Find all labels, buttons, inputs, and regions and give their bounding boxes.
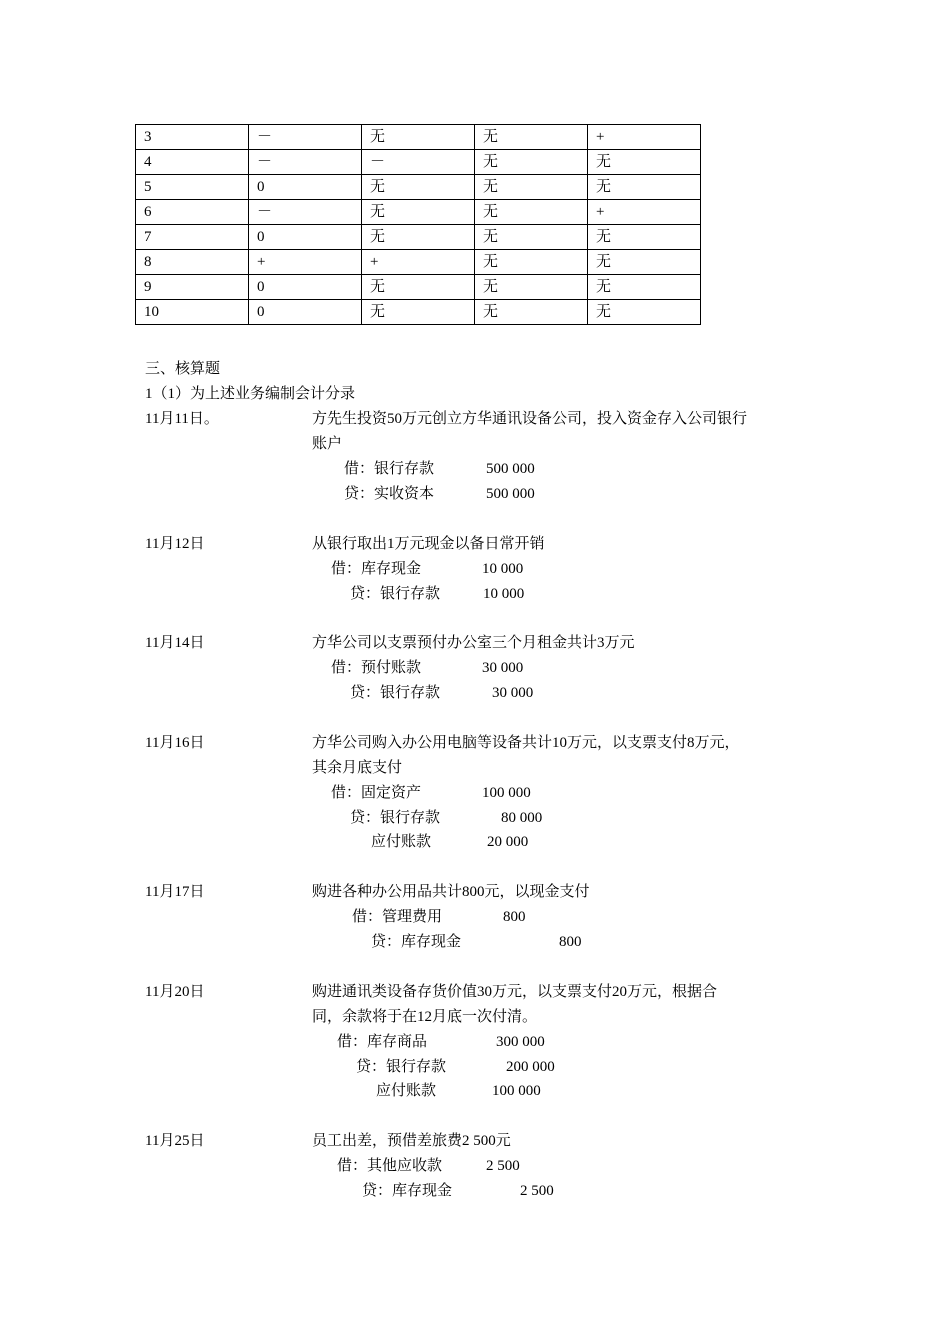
table-cell: 7 <box>136 225 249 250</box>
debit-account: 借：其他应收款 <box>337 1158 443 1174</box>
credit-account: 贷：银行存款 <box>350 586 441 602</box>
table-cell: 无 <box>475 275 588 300</box>
credit-amount: 10 000 <box>483 586 525 602</box>
entry-description: 方华公司以支票预付办公室三个月租金共计3万元 <box>312 635 635 651</box>
credit-amount: 200 000 <box>506 1059 555 1075</box>
table-cell: 9 <box>136 275 249 300</box>
table-row <box>136 250 701 275</box>
table-cell: 无 <box>362 200 475 225</box>
debit-account: 借：预付账款 <box>331 660 422 676</box>
table-cell: + <box>249 250 362 275</box>
credit-amount: 80 000 <box>501 810 543 826</box>
table-cell: 无 <box>362 300 475 325</box>
credit-account: 贷：库存现金 <box>371 934 462 950</box>
table-cell: + <box>588 125 701 150</box>
table-row <box>136 125 701 150</box>
table-cell: 无 <box>588 250 701 275</box>
table-cell: － <box>249 125 362 150</box>
credit-account: 贷：银行存款 <box>350 810 441 826</box>
table-cell: + <box>362 250 475 275</box>
table-cell: 无 <box>475 200 588 225</box>
entry-description: 购进各种办公用品共计800元，以现金支付 <box>312 884 590 900</box>
entry-date: 11月20日 <box>145 984 205 1000</box>
table-cell: 无 <box>362 175 475 200</box>
table-cell: 0 <box>249 225 362 250</box>
table-cell: － <box>362 150 475 175</box>
table-cell: － <box>249 150 362 175</box>
debit-account: 借：固定资产 <box>331 785 422 801</box>
table-cell: 0 <box>249 175 362 200</box>
table-cell: 无 <box>475 175 588 200</box>
debit-amount: 800 <box>503 909 526 925</box>
entry-date: 11月16日 <box>145 735 205 751</box>
credit-account: 应付账款 <box>371 834 432 850</box>
credit-amount: 500 000 <box>486 486 535 502</box>
entry-date: 11月17日 <box>145 884 205 900</box>
table-cell: 无 <box>588 275 701 300</box>
debit-amount: 10 000 <box>482 561 524 577</box>
credit-amount: 100 000 <box>492 1083 541 1099</box>
table-cell: 0 <box>249 300 362 325</box>
debit-account: 借：库存商品 <box>337 1034 428 1050</box>
entry-description: 方先生投资50万元创立方华通讯设备公司，投入资金存入公司银行 <box>312 411 748 427</box>
table-cell: 无 <box>475 150 588 175</box>
entry-description: 同，余款将于在12月底一次付清。 <box>312 1009 538 1025</box>
result-table <box>135 124 701 325</box>
table-cell: 0 <box>249 275 362 300</box>
table-cell: 无 <box>362 275 475 300</box>
table-cell: 无 <box>588 300 701 325</box>
table-row <box>136 275 701 300</box>
credit-account: 贷：实收资本 <box>344 486 435 502</box>
table-cell: 4 <box>136 150 249 175</box>
debit-account: 借：管理费用 <box>352 909 443 925</box>
table-cell: － <box>249 200 362 225</box>
entry-description: 购进通讯类设备存货价值30万元，以支票支付20万元，根据合 <box>312 984 718 1000</box>
entry-date: 11月11日。 <box>145 411 219 427</box>
table-row <box>136 225 701 250</box>
table-cell: 无 <box>588 150 701 175</box>
credit-amount: 30 000 <box>492 685 534 701</box>
table-cell: 8 <box>136 250 249 275</box>
entry-description: 从银行取出1万元现金以备日常开销 <box>312 536 545 552</box>
table-row <box>136 150 701 175</box>
credit-amount: 800 <box>559 934 582 950</box>
table-cell: 6 <box>136 200 249 225</box>
credit-amount: 2 500 <box>520 1183 554 1199</box>
entry-description: 员工出差，预借差旅费2 500元 <box>312 1133 511 1149</box>
table-cell: 无 <box>475 125 588 150</box>
debit-amount: 2 500 <box>486 1158 520 1174</box>
table-row <box>136 200 701 225</box>
table-cell: 无 <box>475 225 588 250</box>
table-row <box>136 175 701 200</box>
credit-account: 贷：库存现金 <box>362 1183 453 1199</box>
debit-amount: 500 000 <box>486 461 535 477</box>
credit-amount: 20 000 <box>487 834 529 850</box>
entry-date: 11月12日 <box>145 536 205 552</box>
table-cell: 无 <box>362 125 475 150</box>
table-row <box>136 300 701 325</box>
debit-amount: 30 000 <box>482 660 524 676</box>
entry-description: 其余月底支付 <box>312 760 403 776</box>
credit-account: 贷：银行存款 <box>356 1059 447 1075</box>
table-cell: 无 <box>588 225 701 250</box>
table-cell: 无 <box>475 250 588 275</box>
credit-account: 贷：银行存款 <box>350 685 441 701</box>
entry-description: 方华公司购入办公用电脑等设备共计10万元，以支票支付8万元， <box>312 735 740 751</box>
table-cell: 无 <box>362 225 475 250</box>
table-cell: 10 <box>136 300 249 325</box>
entry-date: 11月25日 <box>145 1133 205 1149</box>
entry-description: 账户 <box>312 436 343 452</box>
section-heading: 三、核算题 <box>145 361 221 377</box>
debit-account: 借：库存现金 <box>331 561 422 577</box>
table-cell: 无 <box>588 175 701 200</box>
debit-account: 借：银行存款 <box>344 461 435 477</box>
table-cell: + <box>588 200 701 225</box>
credit-account: 应付账款 <box>376 1083 437 1099</box>
entry-date: 11月14日 <box>145 635 205 651</box>
section-subheading: 1（1）为上述业务编制会计分录 <box>145 386 356 402</box>
table-cell: 5 <box>136 175 249 200</box>
debit-amount: 300 000 <box>496 1034 545 1050</box>
table-cell: 无 <box>475 300 588 325</box>
table-cell: 3 <box>136 125 249 150</box>
debit-amount: 100 000 <box>482 785 531 801</box>
